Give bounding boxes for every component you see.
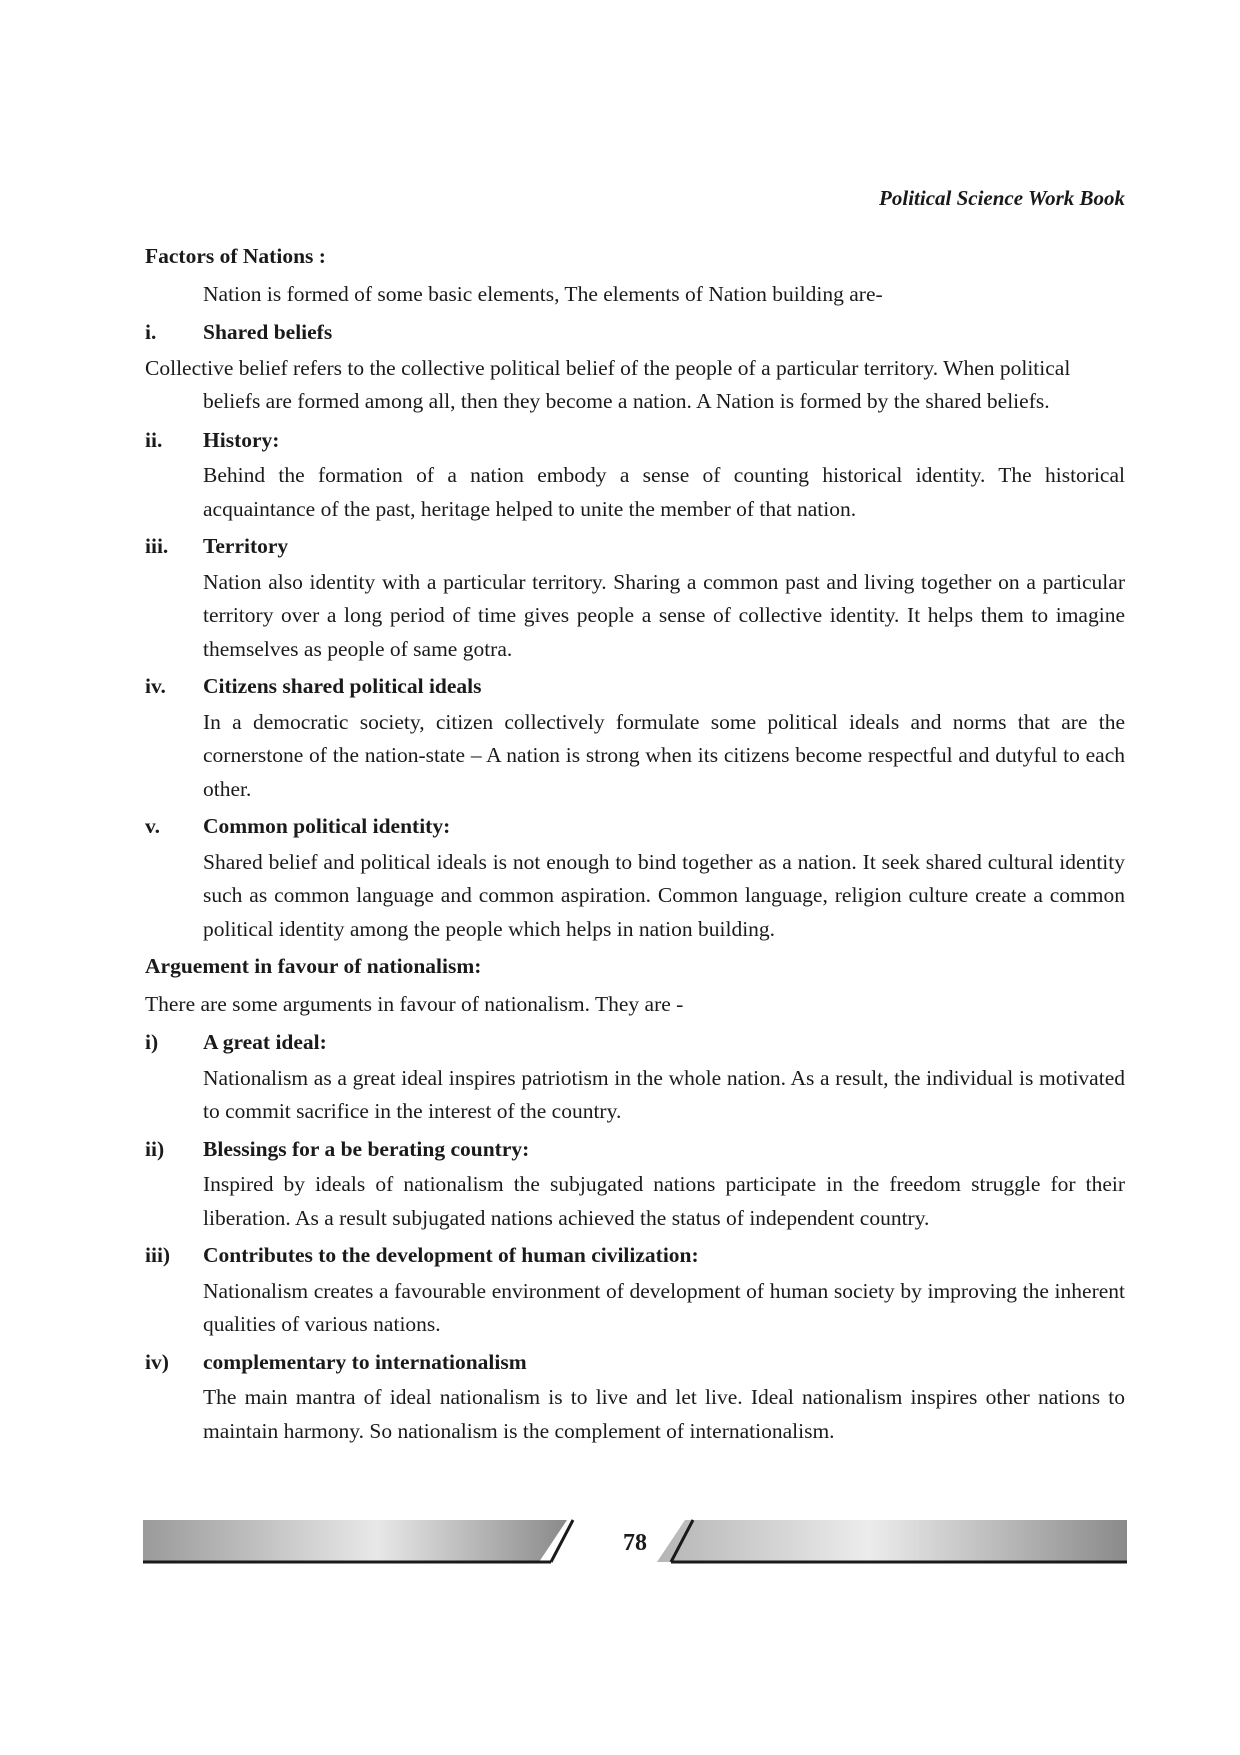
page-number: 78 [623,1530,647,1556]
item-body: In a democratic society, citizen collectively formulate some political ideals and norms that are the cornerstone of the nation-state – A nation is strong when its citizens become respectful and dutyful to each other. [203,709,1125,801]
section-heading-arguments: Arguement in favour of nationalism: [145,954,482,978]
item-title: A great ideal: [203,1030,327,1054]
page-content [145,240,1125,1452]
item-body: Nationalism as a great ideal inspires patriotism in the whole nation. As a result, the individual is motivated to commit sacrifice in the interest of the country. [203,1065,1125,1123]
section-heading-factors: Factors of Nations : [145,244,326,268]
list-item [145,1133,1125,1236]
page-footer [143,1518,1127,1568]
list-item [145,1239,1125,1342]
list-item [145,670,1125,806]
list-item [145,530,1125,666]
item-number: iii) [145,1243,171,1267]
item-title: complementary to internationalism [203,1349,527,1374]
item-body: Nation also identity with a particular territory. Sharing a common past and living together on a particular territory over a long period of time gives people a sense of collective identity. It helps them to imagine themselves as people of same gotra. [203,569,1125,661]
item-body: Behind the formation of a nation embody a sense of counting historical identity. The historical acquaintance of the past, heritage helped to unite the member of that nation. [203,463,1125,521]
item-title: Territory [203,534,289,558]
item-body: The main mantra of ideal nationalism is to live and let live. Ideal nationalism inspires other nations to maintain harmony. So nationalism is the complement of internationalism. [203,1385,1125,1443]
item-title: Blessings for a be berating country: [203,1136,530,1161]
item-number: i. [145,320,157,344]
section-intro: Nation is formed of some basic elements, The elements of Nation building are- [203,281,883,306]
item-number: iv. [145,674,166,698]
item-body: Shared belief and political ideals is not enough to bind together as a nation. It seek shared cultural identity such as common language and common aspiration. Common language, religion culture create a common political identity among the people which helps in nation building. [203,849,1125,941]
item-body: Inspired by ideals of nationalism the subjugated nations participate in the freedom struggle for their liberation. As a result subjugated nations achieved the status of independent country. [203,1172,1125,1230]
list-item [145,1026,1125,1129]
item-title: History: [203,427,280,452]
item-number: iv) [145,1349,169,1374]
item-number: v. [145,814,160,838]
item-title: Shared beliefs [203,320,333,344]
item-title: Common political identity: [203,814,451,838]
item-number: ii. [145,427,163,452]
item-number: ii) [145,1136,165,1161]
item-body: Nationalism creates a favourable environment of development of human society by improving the inherent qualities of various nations. [203,1278,1125,1336]
running-head-title: Political Science Work Book [879,186,1125,210]
item-number: iii. [145,534,169,558]
item-title: Citizens shared political ideals [203,674,482,698]
item-title: Contributes to the development of human civilization: [203,1243,699,1267]
section-intro: There are some arguments in favour of nationalism. They are - [145,991,684,1016]
list-item [145,316,1125,419]
item-body: Collective belief refers to the collective political belief of the people of a particular territory. When political beliefs are formed among all, then they become a nation. A Nation is formed by the shared beliefs. [145,355,1071,413]
item-number: i) [145,1030,159,1054]
list-item [145,810,1125,946]
list-item [145,424,1125,527]
list-item [145,1346,1125,1449]
